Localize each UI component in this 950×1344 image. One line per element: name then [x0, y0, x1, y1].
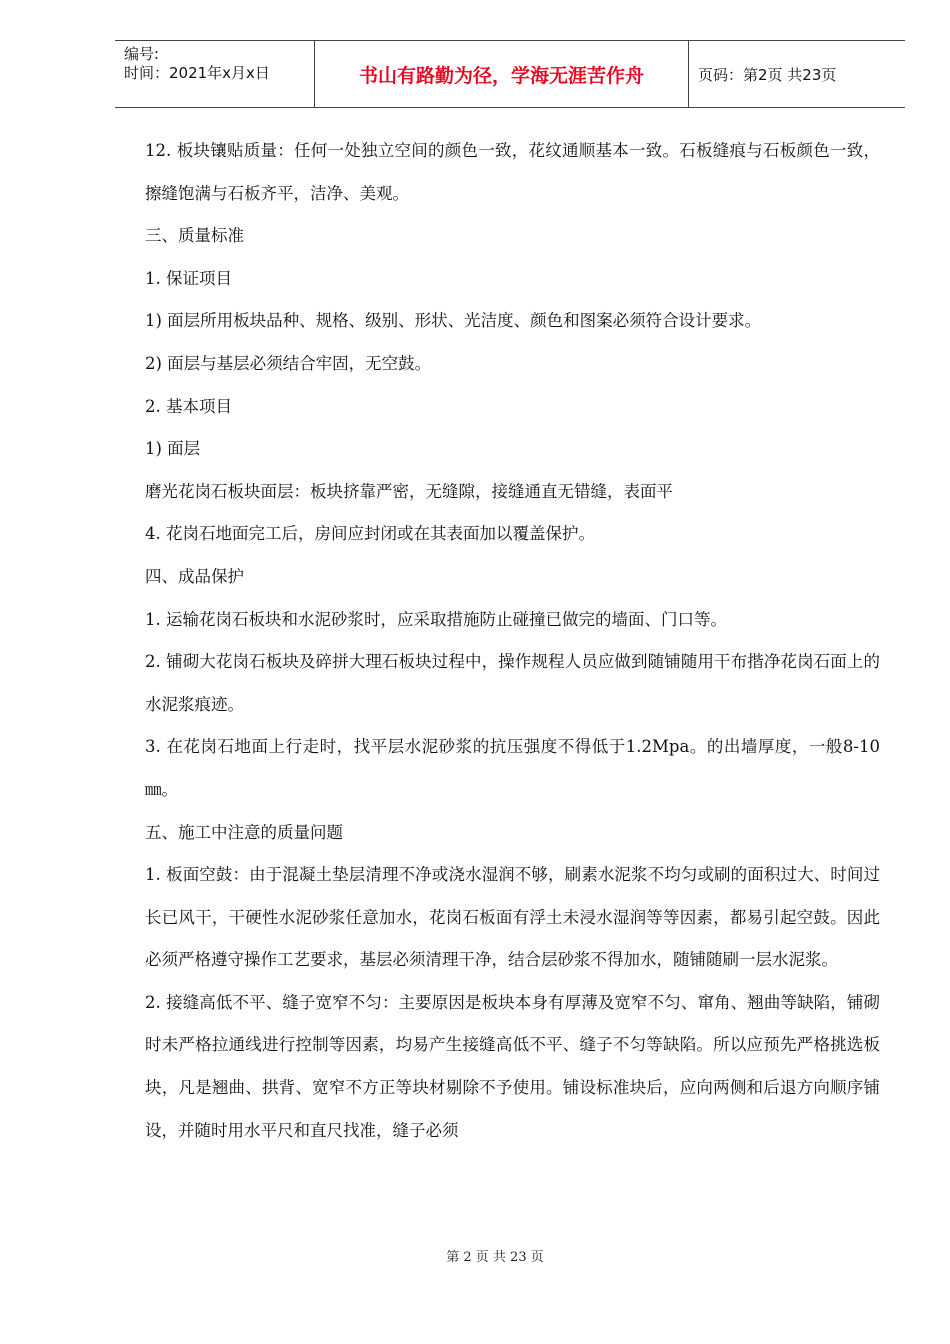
paragraph: 1) 面层	[145, 439, 201, 459]
paragraph: 1) 面层所用板块品种、规格、级别、形状、光洁度、颜色和图案必须符合设计要求。	[145, 311, 762, 331]
section-heading: 五、施工中注意的质量问题	[145, 822, 343, 842]
header-motto-cell	[315, 41, 689, 107]
document-number-label: 编号:	[124, 45, 160, 63]
paragraph: 1. 板面空鼓：由于混凝土垫层清理不净或浇水湿润不够，刷素水泥浆不均匀或刷的面积过大、时间过长已风干，干硬性水泥砂浆任意加水，花岗石板面有浮土未浸水湿润等等因素，都易引起空鼓。因此必须严格遵守操作工艺要求，基层必须清理干净，结合层砂浆不得加水，随铺随刷一层水泥浆。	[145, 865, 880, 970]
subsection-heading: 1. 保证项目	[145, 268, 232, 288]
paragraph: 2) 面层与基层必须结合牢固，无空鼓。	[145, 353, 432, 373]
paragraph: 1. 运输花岗石板块和水泥砂浆时，应采取措施防止碰撞已做完的墙面、门口等。	[145, 609, 727, 629]
paragraph: 2. 铺砌大花岗石板块及碎拼大理石板块过程中，操作规程人员应做到随铺随用干布揩净花岗石面上的水泥浆痕迹。	[145, 652, 880, 714]
section-heading: 四、成品保护	[145, 566, 244, 586]
paragraph: 3. 在花岗石地面上行走时，找平层水泥砂浆的抗压强度不得低于1.2Mpa。的出墙厚度，一般8-10㎜。	[145, 737, 880, 799]
page-header	[115, 40, 905, 108]
document-body	[145, 130, 880, 1152]
header-meta-cell	[115, 41, 315, 107]
document-time-label: 时间：2021年x月x日	[124, 64, 270, 82]
paragraph: 12. 板块镶贴质量：任何一处独立空间的颜色一致，花纹通顺基本一致。石板缝痕与石板颜色一致，擦缝饱满与石板齐平，洁净、美观。	[145, 141, 880, 203]
section-heading: 三、质量标准	[145, 226, 244, 246]
subsection-heading: 2. 基本项目	[145, 396, 232, 416]
page-footer: 第 2 页 共 23 页	[446, 1250, 544, 1265]
header-motto: 书山有路勤为径，学海无涯苦作舟	[358, 65, 644, 87]
paragraph: 4. 花岗石地面完工后，房间应封闭或在其表面加以覆盖保护。	[145, 524, 595, 544]
paragraph: 磨光花岗石板块面层：板块挤靠严密，无缝隙，接缝通直无错缝，表面平	[145, 481, 673, 501]
header-page-number: 页码：第2页 共23页	[698, 66, 837, 84]
header-page-cell	[689, 41, 905, 107]
paragraph: 2. 接缝高低不平、缝子宽窄不匀：主要原因是板块本身有厚薄及宽窄不匀、窜角、翘曲等缺陷，铺砌时未严格拉通线进行控制等因素，均易产生接缝高低不平、缝子不匀等缺陷。所以应预先严格挑选板块，凡是翘曲、拱背、宽窄不方正等块材剔除不予使用。铺设标准块后，应向两侧和后退方向顺序铺设，并随时用水平尺和直尺找准，缝子必须	[145, 992, 880, 1140]
